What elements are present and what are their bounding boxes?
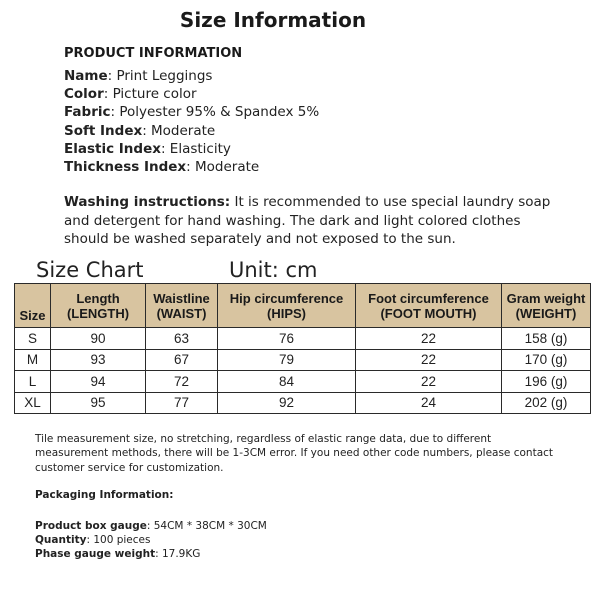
column-header-hips bbox=[218, 284, 356, 328]
attribute-label: Thickness Index bbox=[64, 159, 187, 176]
attribute-label: Elastic Index bbox=[64, 140, 161, 157]
washing-instructions bbox=[64, 193, 564, 249]
packaging-label: Phase gauge weight bbox=[35, 548, 156, 561]
attribute-value: : Picture color bbox=[103, 86, 197, 103]
header-line-2: (HIPS) bbox=[267, 305, 306, 321]
header-line-1: Hip circumference bbox=[229, 290, 344, 306]
cell-waist: 63 bbox=[146, 328, 218, 350]
attribute-value: : Moderate bbox=[142, 122, 216, 139]
cell-foot-mouth: 24 bbox=[356, 392, 502, 414]
attribute-value: : Elasticity bbox=[160, 140, 231, 157]
cell-size: XL bbox=[15, 392, 51, 414]
attribute-row-name bbox=[64, 67, 319, 85]
packaging-row bbox=[35, 519, 267, 533]
cell-hips: 84 bbox=[218, 371, 356, 393]
attribute-row-fabric bbox=[64, 103, 319, 121]
table-row bbox=[15, 328, 591, 350]
washing-label: Washing instructions: bbox=[64, 194, 231, 210]
header-line-2: (LENGTH) bbox=[66, 305, 130, 321]
cell-hips: 79 bbox=[218, 349, 356, 371]
packaging-info bbox=[35, 519, 267, 562]
column-header-size bbox=[15, 284, 51, 328]
packaging-label: Product box gauge bbox=[35, 520, 147, 532]
attribute-value: : Polyester 95% & Spandex 5% bbox=[110, 104, 320, 121]
size-table-header bbox=[15, 284, 591, 328]
attribute-value: : Moderate bbox=[186, 159, 260, 176]
packaging-value: : 17.9KG bbox=[155, 548, 201, 561]
packaging-value: : 54CM * 38CM * 30CM bbox=[146, 520, 267, 532]
attribute-row-soft-index bbox=[64, 122, 319, 140]
cell-waist: 72 bbox=[146, 371, 218, 393]
cell-foot-mouth: 22 bbox=[356, 328, 502, 350]
cell-foot-mouth: 22 bbox=[356, 349, 502, 371]
cell-size: M bbox=[15, 349, 51, 371]
header-line-2: Size bbox=[19, 308, 46, 323]
cell-hips: 92 bbox=[218, 392, 356, 414]
product-attributes bbox=[64, 67, 319, 176]
table-row bbox=[15, 392, 591, 414]
attribute-value: : Print Leggings bbox=[107, 68, 213, 84]
attribute-label: Fabric bbox=[64, 104, 111, 121]
cell-foot-mouth: 22 bbox=[356, 371, 502, 393]
cell-length: 93 bbox=[51, 349, 146, 371]
attribute-label: Soft Index bbox=[64, 122, 143, 139]
header-line-2: (WEIGHT) bbox=[515, 305, 577, 321]
packaging-label: Quantity bbox=[35, 534, 87, 547]
cell-size: L bbox=[15, 371, 51, 393]
cell-weight: 170 (g) bbox=[502, 349, 591, 371]
cell-waist: 77 bbox=[146, 392, 218, 414]
attribute-label: Name bbox=[64, 68, 108, 84]
cell-waist: 67 bbox=[146, 349, 218, 371]
size-chart-label: Size Chart bbox=[36, 258, 144, 282]
packaging-row bbox=[35, 533, 267, 547]
column-header-foot-mouth bbox=[356, 284, 502, 328]
attribute-row-thickness-index bbox=[64, 158, 319, 176]
cell-weight: 158 (g) bbox=[502, 328, 591, 350]
size-chart-unit: Unit: cm bbox=[229, 258, 318, 282]
column-header-waist bbox=[146, 284, 218, 328]
cell-length: 95 bbox=[51, 392, 146, 414]
header-line-1: Waistline bbox=[153, 290, 210, 306]
cell-weight: 196 (g) bbox=[502, 371, 591, 393]
measurement-note: Tile measurement size, no stretching, regardless of elastic range data, due to different measurement methods, there will be 1-3CM error. If you need other code numbers, please contact customer service for customization. bbox=[35, 433, 554, 474]
product-info-heading: PRODUCT INFORMATION bbox=[64, 46, 243, 61]
cell-hips: 76 bbox=[218, 328, 356, 350]
packaging-row bbox=[35, 547, 267, 561]
header-line-1: Foot circumference bbox=[368, 290, 489, 306]
attribute-row-color bbox=[64, 85, 319, 103]
table-row bbox=[15, 349, 591, 371]
column-header-length bbox=[51, 284, 146, 328]
header-line-2: (FOOT MOUTH) bbox=[380, 305, 477, 321]
attribute-row-elastic-index bbox=[64, 140, 319, 158]
cell-weight: 202 (g) bbox=[502, 392, 591, 414]
cell-size: S bbox=[15, 328, 51, 350]
size-chart-heading bbox=[36, 258, 318, 282]
size-table bbox=[14, 283, 591, 414]
washing-text: It is recommended to use special laundry soap and detergent for hand washing. The dark and light colored clothes should be washed separately and not exposed to the sun. bbox=[64, 194, 551, 247]
packaging-heading: Packaging Information: bbox=[35, 489, 174, 501]
header-line-1: Length bbox=[76, 290, 120, 306]
header-line-2: (WAIST) bbox=[156, 305, 207, 321]
column-header-weight bbox=[502, 284, 591, 328]
cell-length: 90 bbox=[51, 328, 146, 350]
header-line-1: Gram weight bbox=[506, 290, 586, 306]
packaging-value: : 100 pieces bbox=[86, 534, 151, 547]
page-title: Size Information bbox=[179, 8, 367, 32]
cell-length: 94 bbox=[51, 371, 146, 393]
attribute-label: Color bbox=[64, 86, 104, 103]
table-row bbox=[15, 371, 591, 393]
